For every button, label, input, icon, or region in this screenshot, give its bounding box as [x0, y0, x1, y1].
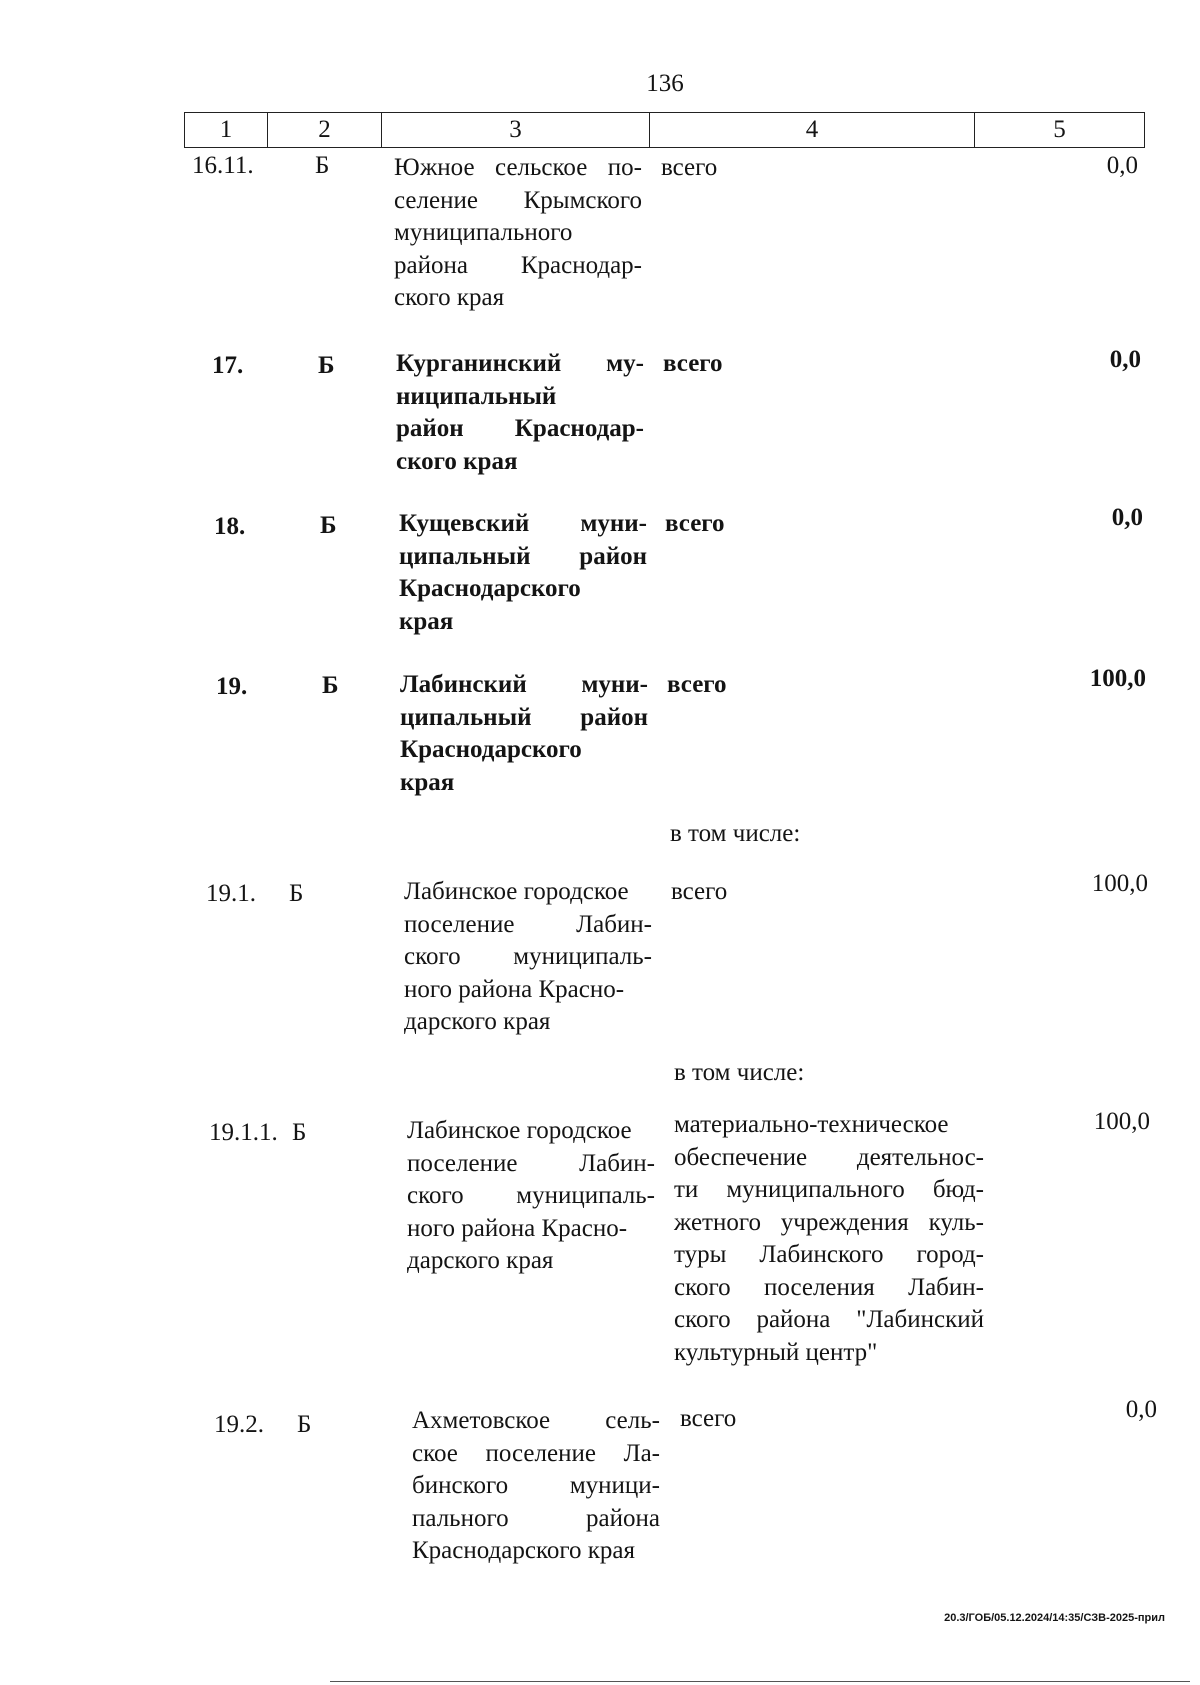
header-col-1: 1	[185, 113, 268, 148]
row-name: Кущевский муни- ципальный район Краснодарского края	[399, 510, 647, 635]
row-number: 18.	[214, 513, 246, 540]
row-number: 16.11.	[192, 152, 254, 179]
row-purpose: всего	[671, 878, 728, 905]
row-number: 19.2.	[214, 1411, 264, 1438]
bottom-rule	[330, 1681, 1190, 1682]
row-value: 0,0	[1125, 1396, 1157, 1423]
row-name: Курганинский му- ниципальный район Краснодар- ского края	[396, 350, 644, 475]
row-name: Лабинский муни- ципальный район Краснодарского края	[400, 671, 648, 796]
header-col-2: 2	[268, 113, 382, 148]
header-col-3: 3	[382, 113, 650, 148]
row-name: Лабинское городское поселение Лабин- ского муниципаль- ного района Красно- дарского края	[407, 1117, 655, 1274]
document-code: 20.3/ГОБ/05.12.2024/14:35/СЗВ-2025-прил	[944, 1612, 1165, 1624]
row-purpose: всего	[661, 154, 718, 181]
header-col-4: 4	[650, 113, 975, 148]
row-number: 17.	[212, 352, 244, 379]
row-purpose: всего	[663, 350, 723, 377]
row-value: 100,0	[1089, 665, 1146, 692]
row-type: Б	[289, 880, 304, 907]
row-number: 19.	[216, 673, 248, 700]
row-type: Б	[315, 152, 330, 179]
row-name: Южное сельское по- селение Крымского муниципального района Краснодар- ского края	[394, 154, 642, 311]
row-name: Ахметовское сель- ское поселение Ла- бинского муници- пального района Краснодарского края	[412, 1407, 660, 1564]
row-purpose: всего	[680, 1405, 737, 1432]
row-name: Лабинское городское поселение Лабин- ского муниципаль- ного района Красно- дарского края	[404, 878, 652, 1035]
row-purpose: всего	[665, 510, 725, 537]
page-number: 136	[646, 70, 684, 97]
row-value: 0,0	[1106, 152, 1138, 179]
row-number: 19.1.1.	[209, 1119, 278, 1146]
table-header	[184, 112, 1145, 148]
row-value: 100,0	[1091, 870, 1148, 897]
subtotal-label: в том числе:	[674, 1059, 805, 1086]
row-purpose: материально-техническое обеспечение деятельнос- ти муниципального бюд- жетного учреждения куль- туры Лабинского город- ского поселения Лабин- ского района "Лабинский культурный центр"	[674, 1111, 984, 1366]
row-value: 0,0	[1109, 346, 1141, 373]
row-value: 100,0	[1093, 1108, 1150, 1135]
row-value: 0,0	[1111, 504, 1143, 531]
row-type: Б	[322, 672, 339, 699]
row-type: Б	[320, 512, 337, 539]
header-col-5: 5	[975, 113, 1145, 148]
row-purpose: всего	[667, 671, 727, 698]
row-type: Б	[318, 352, 335, 379]
row-number: 19.1.	[206, 880, 256, 907]
row-type: Б	[297, 1411, 312, 1438]
subtotal-label: в том числе:	[670, 820, 801, 847]
row-type: Б	[292, 1119, 307, 1146]
